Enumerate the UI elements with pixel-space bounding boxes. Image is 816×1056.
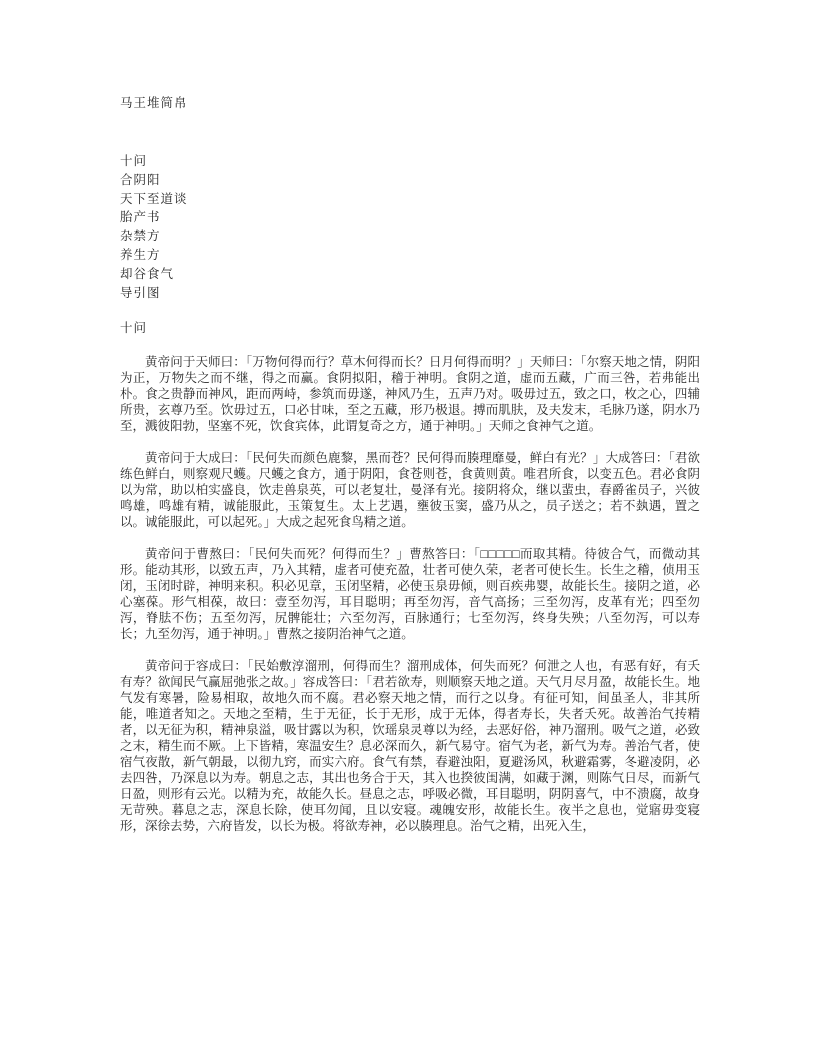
body-paragraph: 黄帝问于天师曰：「万物何得而行？草木何得而长？日月何得而明？」天师曰：「尔察天地之情，阴阳为正，万物失之而不继，得之而赢。食阴拟阳，稽于神明。食阴之道，虚而五藏，广而三咎，若弗能出朴。食之贵静而神风，距而两峙，参筑而毋遂，神风乃生，五声乃对。吸毋过五，致之口，枚之心，四辅所贵，玄尊乃至。饮毋过五，口必甘味，至之五藏，形乃极退。搏而肌肤，及夫发末，毛脉乃遂，阴水乃至，溅彼阳勃，坚塞不死，饮食宾体，此谓复奇之方，通于神明。」天师之食神气之道。: [120, 355, 700, 434]
toc-item: 天下至道谈: [120, 191, 188, 206]
toc-item: 导引图: [120, 285, 161, 300]
toc-item: 合阴阳: [120, 172, 161, 187]
toc-item: 养生方: [120, 247, 161, 262]
document-body: [120, 354, 700, 834]
toc-item: 却谷食气: [120, 266, 175, 281]
body-paragraph: 黄帝问于容成曰：「民始敷淳溜刑，何得而生？溜刑成体，何失而死？何泄之人也，有恶有好，有夭有寿？欲闻民气赢屈弛张之故。」容成答曰：「君若欲寿，则顺察天地之道。天气月尽月盈，故能长生。地气发有寒暑，险易相取，故地久而不腐。君必察天地之情，而行之以身。有征可知，间虽圣人，非其所能，唯道者知之。天地之至精，生于无征，长于无形，成于无体，得者寿长，失者夭死。故善治气抟精者，以无征为积，精神泉溢，吸甘露以为积，饮瑶泉灵尊以为经，去恶好俗，神乃溜刑。吸气之道，必致之末，精生而不厥。上下皆精，寒温安生？息必深而久，新气易守。宿气为老，新气为寿。善治气者，使宿气夜散，新气朝最，以彻九窍，而实六府。食气有禁，春避浊阳，夏避汤风，秋避霜雾，冬避凌阴，必去四咎，乃深息以为寿。朝息之志，其出也务合于天，其入也揆彼闺满，如藏于渊，则陈气日尽，而新气日盈，则形有云光。以精为充，故能久长。昼息之志，呼吸必微，耳目聪明，阴阴喜气，中不溃腐，故身无苛殃。暮息之志，深息长除，使耳勿闻，且以安寝。魂魄安形，故能长生。夜半之息也，觉寤毋变寝形，深徐去势，六府皆发，以长为极。将欲寿神，必以腠理息。治气之精，出死入生，: [120, 659, 700, 834]
toc-item: 杂禁方: [120, 229, 161, 244]
document-title: 马王堆简帛: [120, 96, 188, 110]
table-of-contents: [120, 152, 700, 302]
body-paragraph: 黄帝问于曹熬曰：「民何失而死？何得而生？」曹熬答曰：「□□□□□而取其精。待彼合气，而微动其形。能动其形，以致五声，乃入其精，虚者可使充盈，壮者可使久荣，老者可使长生。长生之稽，侦用玉闭，玉闭时辟，神明来积。积必见章，玉闭坚精，必使玉泉毋倾，则百疾弗婴，故能长生。接阴之道，必心塞葆。形气相葆，故曰：壹至勿泻，耳目聪明；再至勿泻，音气高扬；三至勿泻，皮革有光；四至勿泻，脊胠不伤；五至勿泻，尻髀能壮；六至勿泻，百脉通行；七至勿泻，终身失殃；八至勿泻，可以寿长；九至勿泻，通于神明。」曹熬之接阴治神气之道。: [120, 547, 700, 642]
body-paragraph: 黄帝问于大成曰：「民何失而颜色鹿黎，黑而苍？民何得而腠理靡曼，鲜白有光？」大成答曰：「君欲练色鲜白，则察观尺蠖。尺蠖之食方，通于阴阳，食苍则苍，食黄则黄。唯君所食，以变五色。君必食阴以为常，助以柏实盛良，饮走兽泉英，可以老复壮，曼泽有光。接阴将众，继以蜚虫，春爵雀员子，兴彼鸣雄，鸣雄有精，诚能服此，玉策复生。太上艺遇，壅彼玉窦，盛乃从之，员子送之；若不埶遇，置之以。诚能服此，可以起死。」大成之起死食鸟精之道。: [120, 451, 700, 530]
toc-item: 胎产书: [120, 210, 161, 225]
toc-item: 十问: [120, 154, 148, 168]
section-heading: 十问: [120, 321, 148, 336]
